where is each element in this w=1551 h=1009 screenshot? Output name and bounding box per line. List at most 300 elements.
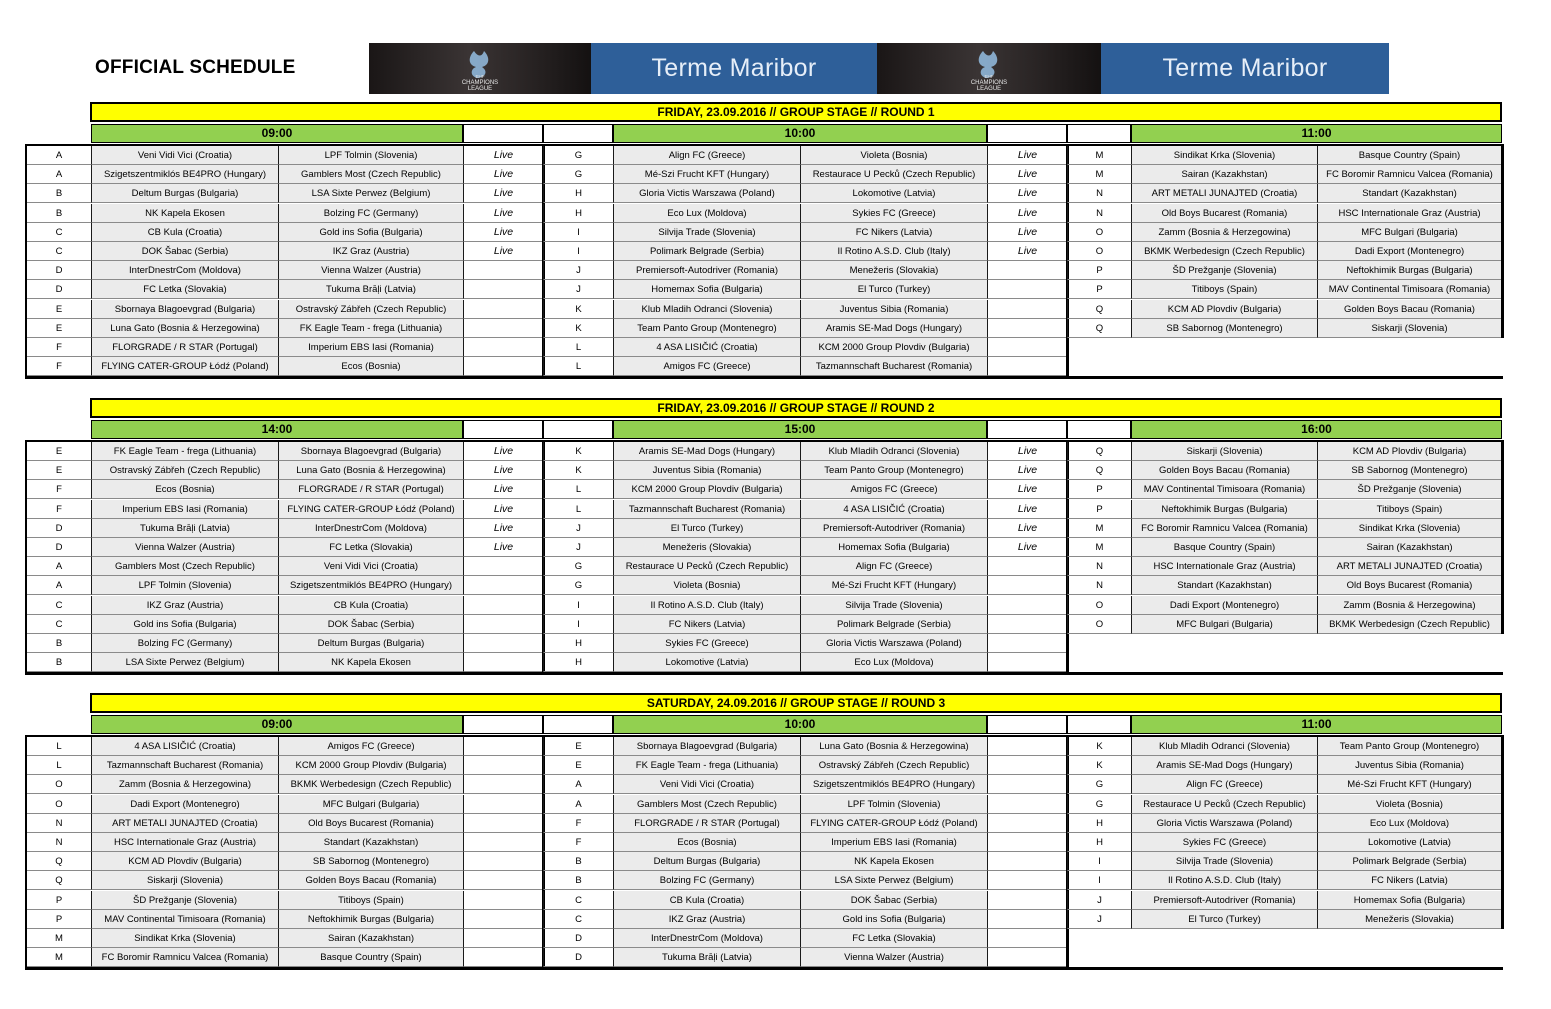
home-team-cell: Il Rotino A.S.D. Club (Italy) — [1131, 871, 1317, 890]
home-team-cell: Basque Country (Spain) — [1131, 538, 1317, 557]
away-team-cell: Luna Gato (Bosnia & Herzegowina) — [278, 461, 463, 480]
group-cell: J — [1067, 891, 1131, 910]
group-cell: D — [543, 948, 613, 967]
group-cell: E — [543, 737, 613, 756]
away-team-cell: KCM AD Plovdiv (Bulgaria) — [1317, 442, 1502, 461]
away-team-cell: FC Nikers (Latvia) — [800, 223, 987, 242]
away-team-cell: Silvija Trade (Slovenia) — [800, 596, 987, 615]
home-team-cell: Sairan (Kazakhstan) — [1131, 165, 1317, 184]
home-team-cell: SB Sabornog (Montenegro) — [1131, 319, 1317, 338]
group-cell: D — [543, 929, 613, 948]
round-section — [0, 398, 1551, 678]
away-team-cell: El Turco (Turkey) — [800, 280, 987, 299]
group-cell: H — [1067, 833, 1131, 852]
away-team-cell: NK Kapela Ekosen — [278, 653, 463, 672]
away-team-cell: Restaurace U Pecků (Czech Republic) — [800, 165, 987, 184]
match-row — [0, 576, 1551, 595]
live-status-cell — [987, 338, 1067, 357]
away-team-cell: Ostravský Zábřeh (Czech Republic) — [278, 300, 463, 319]
home-team-cell: CB Kula (Croatia) — [91, 223, 278, 242]
live-status-cell: Live — [463, 242, 543, 261]
home-team-cell: Gold ins Sofia (Bulgaria) — [91, 615, 278, 634]
home-team-cell: Klub Mladih Odranci (Slovenia) — [1131, 737, 1317, 756]
group-cell: Q — [1067, 300, 1131, 319]
away-team-cell: Team Panto Group (Montenegro) — [1317, 737, 1502, 756]
time-slot-header: 10:00 — [613, 715, 987, 734]
home-team-cell: Neftokhimik Burgas (Bulgaria) — [1131, 500, 1317, 519]
home-team-cell: Dadi Export (Montenegro) — [91, 795, 278, 814]
home-team-cell: IKZ Graz (Austria) — [91, 596, 278, 615]
home-team-cell: Siskarji (Slovenia) — [91, 871, 278, 890]
away-team-cell: Titiboys (Spain) — [278, 891, 463, 910]
live-status-cell: Live — [463, 442, 543, 461]
group-cell: I — [543, 223, 613, 242]
match-row — [0, 480, 1551, 499]
home-team-cell: Luna Gato (Bosnia & Herzegowina) — [91, 319, 278, 338]
group-cell: M — [1067, 519, 1131, 538]
time-slot-spacer — [987, 715, 1067, 734]
home-team-cell: Golden Boys Bacau (Romania) — [1131, 461, 1317, 480]
home-team-cell: Szigetszentmiklós BE4PRO (Hungary) — [91, 165, 278, 184]
home-team-cell: DOK Šabac (Serbia) — [91, 242, 278, 261]
round-header: SATURDAY, 24.09.2016 // GROUP STAGE // ROUND 3 — [90, 693, 1502, 713]
away-team-cell: FC Letka (Slovakia) — [800, 929, 987, 948]
group-cell: B — [543, 852, 613, 871]
match-row — [0, 165, 1551, 184]
live-status-cell: Live — [463, 480, 543, 499]
group-cell: J — [543, 261, 613, 280]
time-slot-spacer — [543, 124, 613, 143]
group-cell: F — [26, 338, 91, 357]
home-team-cell: NK Kapela Ekosen — [91, 204, 278, 223]
table-left-border — [25, 144, 27, 376]
match-row — [0, 653, 1551, 672]
away-team-cell: Imperium EBS Iasi (Romania) — [800, 833, 987, 852]
away-team-cell: Gamblers Most (Czech Republic) — [278, 165, 463, 184]
home-team-cell: MFC Bulgari (Bulgaria) — [1131, 615, 1317, 634]
home-team-cell: Vienna Walzer (Austria) — [91, 538, 278, 557]
group-cell: I — [543, 615, 613, 634]
time-slot-spacer — [1067, 124, 1131, 143]
home-team-cell: FLORGRADE / R STAR (Portugal) — [613, 814, 800, 833]
away-team-cell: InterDnestrCom (Moldova) — [278, 519, 463, 538]
match-row — [0, 242, 1551, 261]
group-cell: Q — [1067, 319, 1131, 338]
match-row — [0, 634, 1551, 653]
time-slot-header: 16:00 — [1131, 420, 1502, 439]
page-title: OFFICIAL SCHEDULE — [95, 57, 296, 78]
away-team-cell: Szigetszentmiklós BE4PRO (Hungary) — [800, 775, 987, 794]
away-team-cell: SB Sabornog (Montenegro) — [1317, 461, 1502, 480]
group-cell: A — [26, 557, 91, 576]
home-team-cell: Veni Vidi Vici (Croatia) — [91, 146, 278, 165]
group-cell: G — [1067, 775, 1131, 794]
home-team-cell: Team Panto Group (Montenegro) — [613, 319, 800, 338]
home-team-cell: Sbornaya Blagoevgrad (Bulgaria) — [613, 737, 800, 756]
away-team-cell: Juventus Sibia (Romania) — [800, 300, 987, 319]
group-cell: A — [26, 146, 91, 165]
away-team-cell: Premiersoft-Autodriver (Romania) — [800, 519, 987, 538]
away-team-cell: Standart (Kazakhstan) — [278, 833, 463, 852]
home-team-cell: KCM AD Plovdiv (Bulgaria) — [91, 852, 278, 871]
home-team-cell: Zamm (Bosnia & Herzegowina) — [91, 775, 278, 794]
group-cell: B — [26, 184, 91, 203]
match-row — [0, 775, 1551, 794]
group-cell: M — [26, 929, 91, 948]
away-team-cell: LSA Sixte Perwez (Belgium) — [800, 871, 987, 890]
away-team-cell: KCM 2000 Group Plovdiv (Bulgaria) — [278, 756, 463, 775]
away-team-cell: Aramis SE-Mad Dogs (Hungary) — [800, 319, 987, 338]
live-status-cell: Live — [987, 184, 1067, 203]
away-team-cell: Dadi Export (Montenegro) — [1317, 242, 1502, 261]
away-team-cell: Homemax Sofia (Bulgaria) — [1317, 891, 1502, 910]
group-cell: B — [26, 653, 91, 672]
live-status-cell — [987, 357, 1067, 376]
group-cell: B — [26, 204, 91, 223]
group-cell: Q — [26, 871, 91, 890]
away-team-cell: Mé-Szi Frucht KFT (Hungary) — [1317, 775, 1502, 794]
match-row — [0, 538, 1551, 557]
home-team-cell: 4 ASA LISIČIĆ (Croatia) — [613, 338, 800, 357]
group-cell: A — [543, 795, 613, 814]
away-team-cell: Siskarji (Slovenia) — [1317, 319, 1502, 338]
away-team-cell: IKZ Graz (Austria) — [278, 242, 463, 261]
time-slot-header: 11:00 — [1131, 124, 1502, 143]
away-team-cell: Homemax Sofia (Bulgaria) — [800, 538, 987, 557]
time-slot-spacer — [987, 420, 1067, 439]
table-left-border — [25, 440, 27, 672]
group-cell: E — [543, 756, 613, 775]
group-cell: L — [26, 756, 91, 775]
away-team-cell: Titiboys (Spain) — [1317, 500, 1502, 519]
time-slot-header: 14:00 — [91, 420, 463, 439]
live-status-cell: Live — [987, 538, 1067, 557]
away-team-cell: Tukuma Brāļi (Latvia) — [278, 280, 463, 299]
away-team-cell: Basque Country (Spain) — [278, 948, 463, 967]
table-bottom-border — [25, 672, 1503, 675]
away-team-cell: Zamm (Bosnia & Herzegowina) — [1317, 596, 1502, 615]
group-cell: E — [26, 319, 91, 338]
match-row — [0, 795, 1551, 814]
match-row — [0, 223, 1551, 242]
home-team-cell: Deltum Burgas (Bulgaria) — [613, 852, 800, 871]
group-cell: H — [543, 204, 613, 223]
home-team-cell: 4 ASA LISIČIĆ (Croatia) — [91, 737, 278, 756]
group-cell: A — [543, 775, 613, 794]
time-slot-header: 11:00 — [1131, 715, 1502, 734]
svg-text:LEAGUE: LEAGUE — [976, 86, 1002, 92]
match-row — [0, 146, 1551, 165]
away-team-cell: Violeta (Bosnia) — [1317, 795, 1502, 814]
away-team-cell: FLORGRADE / R STAR (Portugal) — [278, 480, 463, 499]
group-cell: E — [26, 461, 91, 480]
away-team-cell: Bolzing FC (Germany) — [278, 204, 463, 223]
group-cell: C — [26, 242, 91, 261]
svg-text:CHAMPIONS: CHAMPIONS — [970, 80, 1008, 86]
away-team-cell: Polimark Belgrade (Serbia) — [1317, 852, 1502, 871]
away-team-cell: Golden Boys Bacau (Romania) — [278, 871, 463, 890]
home-team-cell: LSA Sixte Perwez (Belgium) — [91, 653, 278, 672]
away-team-cell: Amigos FC (Greece) — [278, 737, 463, 756]
svg-text:EHF: EHF — [475, 74, 485, 79]
home-team-cell: Bolzing FC (Germany) — [91, 634, 278, 653]
group-cell: P — [26, 891, 91, 910]
away-team-cell: FLYING CATER-GROUP Łódź (Poland) — [278, 500, 463, 519]
live-status-cell: Live — [987, 223, 1067, 242]
away-team-cell: CB Kula (Croatia) — [278, 596, 463, 615]
table-bottom-border — [25, 967, 1503, 970]
away-team-cell: Gloria Victis Warszawa (Poland) — [800, 634, 987, 653]
match-row — [0, 338, 1551, 357]
live-status-cell — [987, 634, 1067, 653]
champions-league-banner — [877, 43, 1101, 94]
away-team-cell: Violeta (Bosnia) — [800, 146, 987, 165]
home-team-cell: Gamblers Most (Czech Republic) — [91, 557, 278, 576]
group-cell: N — [1067, 576, 1131, 595]
group-cell: O — [1067, 596, 1131, 615]
match-row — [0, 357, 1551, 376]
group-cell: J — [543, 519, 613, 538]
home-team-cell: Menežeris (Slovakia) — [613, 538, 800, 557]
group-cell: F — [26, 357, 91, 376]
sponsor-banner: Terme Maribor — [591, 43, 877, 94]
away-team-cell: Neftokhimik Burgas (Bulgaria) — [278, 910, 463, 929]
home-team-cell: Aramis SE-Mad Dogs (Hungary) — [1131, 756, 1317, 775]
group-cell: C — [543, 891, 613, 910]
away-team-cell: Juventus Sibia (Romania) — [1317, 756, 1502, 775]
home-team-cell: Align FC (Greece) — [613, 146, 800, 165]
group-cell: P — [1067, 480, 1131, 499]
live-status-cell: Live — [463, 538, 543, 557]
home-team-cell: Tazmannschaft Bucharest (Romania) — [613, 500, 800, 519]
block-divider — [1501, 440, 1504, 634]
group-cell: P — [1067, 261, 1131, 280]
group-cell: D — [26, 261, 91, 280]
away-team-cell: BKMK Werbedesign (Czech Republic) — [278, 775, 463, 794]
live-status-cell: Live — [463, 500, 543, 519]
match-row — [0, 519, 1551, 538]
away-team-cell: Basque Country (Spain) — [1317, 146, 1502, 165]
group-cell: D — [26, 538, 91, 557]
group-cell: H — [1067, 814, 1131, 833]
home-team-cell: Klub Mladih Odranci (Slovenia) — [613, 300, 800, 319]
away-team-cell: Klub Mladih Odranci (Slovenia) — [800, 442, 987, 461]
group-cell: G — [543, 165, 613, 184]
home-team-cell: Sbornaya Blagoevgrad (Bulgaria) — [91, 300, 278, 319]
match-row — [0, 852, 1551, 871]
away-team-cell: FC Nikers (Latvia) — [1317, 871, 1502, 890]
group-cell: K — [1067, 737, 1131, 756]
group-cell: O — [1067, 223, 1131, 242]
home-team-cell: FC Boromir Ramnicu Valcea (Romania) — [91, 948, 278, 967]
home-team-cell: Eco Lux (Moldova) — [613, 204, 800, 223]
live-status-cell: Live — [987, 165, 1067, 184]
match-row — [0, 737, 1551, 756]
home-team-cell: Lokomotive (Latvia) — [613, 653, 800, 672]
match-row — [0, 557, 1551, 576]
group-cell: F — [26, 480, 91, 499]
group-cell: H — [543, 653, 613, 672]
away-team-cell: Veni Vidi Vici (Croatia) — [278, 557, 463, 576]
away-team-cell: Vienna Walzer (Austria) — [278, 261, 463, 280]
group-cell: G — [1067, 795, 1131, 814]
away-team-cell: Ostravský Zábřeh (Czech Republic) — [800, 756, 987, 775]
home-team-cell: KCM AD Plovdiv (Bulgaria) — [1131, 300, 1317, 319]
group-cell: D — [26, 280, 91, 299]
match-row — [0, 615, 1551, 634]
away-team-cell: 4 ASA LISIČIĆ (Croatia) — [800, 500, 987, 519]
match-row — [0, 442, 1551, 461]
home-team-cell: Gloria Victis Warszawa (Poland) — [1131, 814, 1317, 833]
live-status-cell: Live — [987, 204, 1067, 223]
group-cell: M — [1067, 538, 1131, 557]
home-team-cell: Sindikat Krka (Slovenia) — [91, 929, 278, 948]
home-team-cell: Gloria Victis Warszawa (Poland) — [613, 184, 800, 203]
round-header: FRIDAY, 23.09.2016 // GROUP STAGE // ROUND 2 — [90, 398, 1502, 418]
group-cell: C — [26, 223, 91, 242]
home-team-cell: CB Kula (Croatia) — [613, 891, 800, 910]
group-cell: K — [1067, 756, 1131, 775]
match-row — [0, 929, 1551, 948]
group-cell: K — [543, 461, 613, 480]
home-team-cell: HSC Internationale Graz (Austria) — [1131, 557, 1317, 576]
group-cell: C — [26, 615, 91, 634]
home-team-cell: FC Letka (Slovakia) — [91, 280, 278, 299]
group-cell: F — [543, 814, 613, 833]
away-team-cell: Amigos FC (Greece) — [800, 480, 987, 499]
group-cell: J — [1067, 910, 1131, 929]
away-team-cell: Old Boys Bucarest (Romania) — [1317, 576, 1502, 595]
home-team-cell: FC Nikers (Latvia) — [613, 615, 800, 634]
home-team-cell: Ecos (Bosnia) — [613, 833, 800, 852]
group-cell: Q — [26, 852, 91, 871]
home-team-cell: Sindikat Krka (Slovenia) — [1131, 146, 1317, 165]
away-team-cell: LPF Tolmin (Slovenia) — [800, 795, 987, 814]
away-team-cell: MFC Bulgari (Bulgaria) — [1317, 223, 1502, 242]
match-row — [0, 461, 1551, 480]
home-team-cell: Polimark Belgrade (Serbia) — [613, 242, 800, 261]
champions-league-logo-icon — [961, 47, 1017, 93]
match-row — [0, 756, 1551, 775]
match-row — [0, 833, 1551, 852]
home-team-cell: ŠD Prežganje (Slovenia) — [91, 891, 278, 910]
live-status-cell: Live — [987, 480, 1067, 499]
home-team-cell: FLORGRADE / R STAR (Portugal) — [91, 338, 278, 357]
match-row — [0, 204, 1551, 223]
away-team-cell: Sbornaya Blagoevgrad (Bulgaria) — [278, 442, 463, 461]
home-team-cell: ŠD Prežganje (Slovenia) — [1131, 261, 1317, 280]
away-team-cell: Vienna Walzer (Austria) — [800, 948, 987, 967]
away-team-cell: Eco Lux (Moldova) — [1317, 814, 1502, 833]
away-team-cell: Szigetszentmiklós BE4PRO (Hungary) — [278, 576, 463, 595]
away-team-cell: Eco Lux (Moldova) — [800, 653, 987, 672]
time-slot-spacer — [463, 715, 543, 734]
away-team-cell: Standart (Kazakhstan) — [1317, 184, 1502, 203]
group-cell: N — [1067, 184, 1131, 203]
group-cell: K — [543, 300, 613, 319]
group-cell: M — [1067, 146, 1131, 165]
home-team-cell: Premiersoft-Autodriver (Romania) — [613, 261, 800, 280]
away-team-cell: Neftokhimik Burgas (Bulgaria) — [1317, 261, 1502, 280]
table-left-border — [25, 735, 27, 967]
group-cell: O — [1067, 615, 1131, 634]
group-cell: N — [26, 814, 91, 833]
group-cell: O — [26, 795, 91, 814]
round-section — [0, 693, 1551, 973]
home-team-cell: Sykies FC (Greece) — [613, 634, 800, 653]
away-team-cell: FC Letka (Slovakia) — [278, 538, 463, 557]
home-team-cell: Siskarji (Slovenia) — [1131, 442, 1317, 461]
live-status-cell — [987, 653, 1067, 672]
group-cell: L — [26, 737, 91, 756]
home-team-cell: InterDnestrCom (Moldova) — [613, 929, 800, 948]
live-status-cell: Live — [463, 184, 543, 203]
time-slot-header: 09:00 — [91, 124, 463, 143]
live-status-cell — [987, 929, 1067, 948]
away-team-cell: Sairan (Kazakhstan) — [1317, 538, 1502, 557]
home-team-cell: Premiersoft-Autodriver (Romania) — [1131, 891, 1317, 910]
match-row — [0, 814, 1551, 833]
group-cell: H — [543, 634, 613, 653]
group-cell: D — [26, 519, 91, 538]
group-cell: M — [1067, 165, 1131, 184]
home-team-cell: FLYING CATER-GROUP Łódź (Poland) — [91, 357, 278, 376]
match-row — [0, 910, 1551, 929]
home-team-cell: Tazmannschaft Bucharest (Romania) — [91, 756, 278, 775]
group-cell: N — [26, 833, 91, 852]
live-status-cell: Live — [463, 204, 543, 223]
away-team-cell: MFC Bulgari (Bulgaria) — [278, 795, 463, 814]
away-team-cell: MAV Continental Timisoara (Romania) — [1317, 280, 1502, 299]
group-cell: M — [26, 948, 91, 967]
sponsor-banner: Terme Maribor — [1101, 43, 1389, 94]
home-team-cell: MAV Continental Timisoara (Romania) — [91, 910, 278, 929]
time-slot-header: 10:00 — [613, 124, 987, 143]
home-team-cell: FK Eagle Team - frega (Lithuania) — [613, 756, 800, 775]
home-team-cell: Amigos FC (Greece) — [613, 357, 800, 376]
group-cell: E — [26, 442, 91, 461]
away-team-cell: Mé-Szi Frucht KFT (Hungary) — [800, 576, 987, 595]
home-team-cell: Bolzing FC (Germany) — [613, 871, 800, 890]
group-cell: I — [1067, 871, 1131, 890]
match-row — [0, 280, 1551, 299]
away-team-cell: Imperium EBS Iasi (Romania) — [278, 338, 463, 357]
home-team-cell: Align FC (Greece) — [1131, 775, 1317, 794]
group-cell: E — [26, 300, 91, 319]
live-status-cell: Live — [463, 146, 543, 165]
home-team-cell: Ecos (Bosnia) — [91, 480, 278, 499]
away-team-cell: DOK Šabac (Serbia) — [278, 615, 463, 634]
group-cell: N — [1067, 557, 1131, 576]
svg-text:EHF: EHF — [984, 74, 994, 79]
away-team-cell: LPF Tolmin (Slovenia) — [278, 146, 463, 165]
live-status-cell: Live — [987, 146, 1067, 165]
group-cell: H — [543, 184, 613, 203]
group-cell: L — [543, 357, 613, 376]
away-team-cell: Polimark Belgrade (Serbia) — [800, 615, 987, 634]
home-team-cell: El Turco (Turkey) — [613, 519, 800, 538]
home-team-cell: Sykies FC (Greece) — [1131, 833, 1317, 852]
away-team-cell: BKMK Werbedesign (Czech Republic) — [1317, 615, 1502, 634]
home-team-cell: Homemax Sofia (Bulgaria) — [613, 280, 800, 299]
group-cell: L — [543, 500, 613, 519]
group-cell: B — [26, 634, 91, 653]
group-cell: Q — [1067, 461, 1131, 480]
time-slot-spacer — [463, 124, 543, 143]
live-status-cell: Live — [987, 442, 1067, 461]
away-team-cell: SB Sabornog (Montenegro) — [278, 852, 463, 871]
time-slot-spacer — [1067, 715, 1131, 734]
